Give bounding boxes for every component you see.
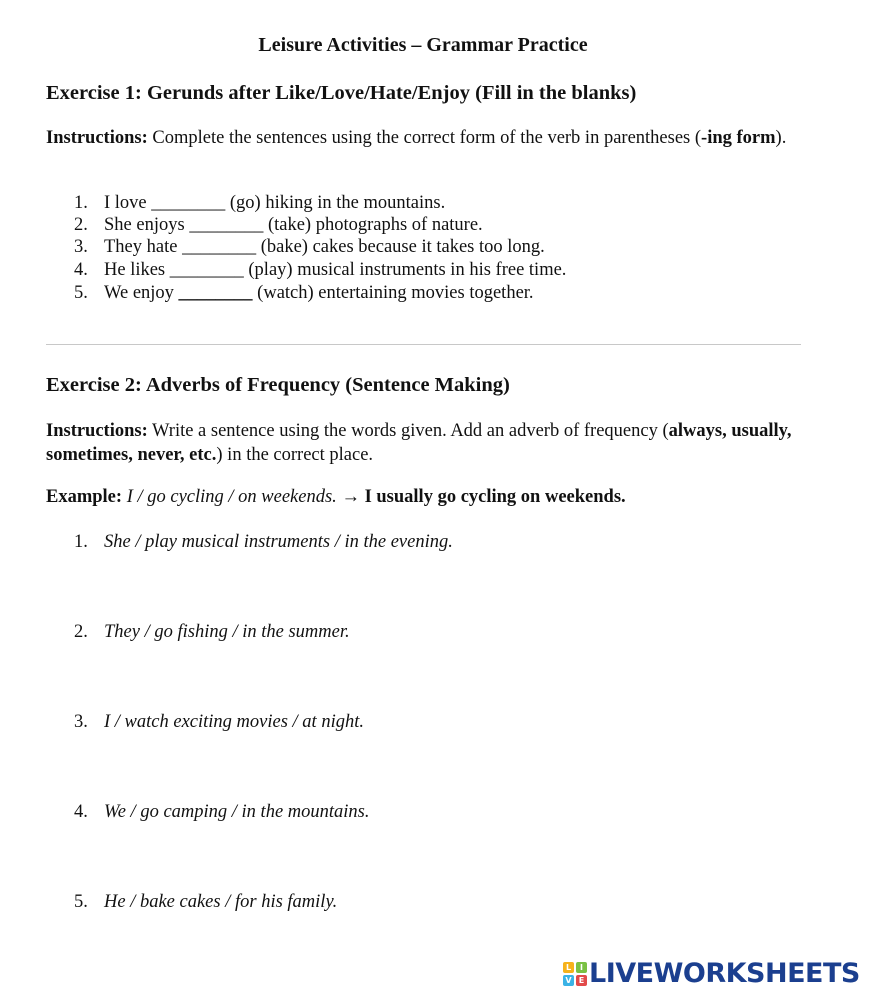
fill-blank[interactable]: ________ bbox=[151, 193, 226, 213]
exercise2-item[interactable] bbox=[74, 531, 453, 553]
item-text-after: (play) musical instruments in his free time. bbox=[243, 260, 567, 280]
item-text-after: (take) photographs of nature. bbox=[263, 215, 483, 235]
item-number: 2. bbox=[74, 215, 88, 235]
exercise2-instructions bbox=[46, 419, 806, 467]
section-divider bbox=[46, 344, 801, 345]
item-number: 2. bbox=[74, 622, 88, 642]
exercise1-item bbox=[74, 214, 483, 236]
exercise2-item[interactable] bbox=[74, 891, 337, 913]
item-text-before: We enjoy bbox=[104, 283, 179, 303]
fill-blank[interactable]: ________ bbox=[178, 283, 253, 303]
exercise1-instructions-text: Complete the sentences using the correct form of the verb in parentheses ( bbox=[147, 128, 702, 148]
example-prompt: I / go cycling / on weekends. bbox=[122, 487, 337, 507]
exercise1-heading: Exercise 1: Gerunds after Like/Love/Hate/Enjoy (Fill in the blanks) bbox=[46, 82, 637, 104]
logo-letter: I bbox=[576, 962, 587, 973]
exercise2-heading: Exercise 2: Adverbs of Frequency (Sentence Making) bbox=[46, 374, 510, 396]
item-text-after: (go) hiking in the mountains. bbox=[225, 193, 446, 213]
exercise1-item bbox=[74, 236, 545, 258]
exercise2-instructions-bold: always, usually, sometimes, never, etc. bbox=[46, 421, 792, 465]
exercise2-example bbox=[46, 486, 806, 508]
exercise2-instructions-end: ) in the correct place. bbox=[216, 445, 374, 465]
page-title: Leisure Activities – Grammar Practice bbox=[258, 34, 588, 56]
exercise1-instructions-end: ). bbox=[775, 128, 787, 148]
exercise2-item[interactable] bbox=[74, 711, 364, 733]
logo-letter: L bbox=[563, 962, 574, 973]
fill-blank[interactable]: ________ bbox=[169, 260, 244, 280]
exercise2-item[interactable] bbox=[74, 801, 370, 823]
exercise1-item bbox=[74, 259, 566, 281]
item-number: 5. bbox=[74, 283, 88, 303]
exercise2-instructions-text: Write a sentence using the words given. Add an adverb of frequency ( bbox=[147, 421, 669, 441]
exercise1-item bbox=[74, 282, 534, 304]
example-label: Example: bbox=[46, 487, 123, 507]
logo-letter: E bbox=[576, 975, 587, 986]
item-text-before: They hate bbox=[104, 237, 183, 257]
item-text-before: She enjoys bbox=[104, 215, 190, 235]
fill-blank[interactable]: ________ bbox=[189, 215, 264, 235]
exercise1-instructions-label: Instructions: bbox=[46, 128, 148, 148]
item-number: 3. bbox=[74, 712, 88, 732]
item-text-after: (bake) cakes because it takes too long. bbox=[256, 237, 545, 257]
item-prompt: He / bake cakes / for his family. bbox=[104, 892, 338, 912]
item-number: 4. bbox=[74, 260, 88, 280]
brand-name: LIVEWORKSHEETS bbox=[589, 958, 860, 989]
exercise1-instructions bbox=[46, 127, 806, 149]
logo-letter: V bbox=[563, 975, 574, 986]
example-arrow: → bbox=[336, 487, 365, 507]
item-prompt: I / watch exciting movies / at night. bbox=[104, 712, 364, 732]
liveworksheets-logo-icon bbox=[563, 962, 587, 986]
item-text-after: (watch) entertaining movies together. bbox=[252, 283, 534, 303]
item-prompt: We / go camping / in the mountains. bbox=[104, 802, 370, 822]
item-text-before: He likes bbox=[104, 260, 170, 280]
item-number: 1. bbox=[74, 193, 88, 213]
item-number: 5. bbox=[74, 892, 88, 912]
item-number: 4. bbox=[74, 802, 88, 822]
exercise2-item[interactable] bbox=[74, 621, 350, 643]
exercise1-instructions-bold: -ing form bbox=[701, 128, 776, 148]
example-answer: I usually go cycling on weekends. bbox=[364, 487, 626, 507]
item-prompt: They / go fishing / in the summer. bbox=[104, 622, 350, 642]
item-number: 1. bbox=[74, 532, 88, 552]
exercise2-instructions-label: Instructions: bbox=[46, 421, 148, 441]
fill-blank[interactable]: ________ bbox=[182, 237, 257, 257]
liveworksheets-logo bbox=[563, 958, 860, 990]
item-prompt: She / play musical instruments / in the evening. bbox=[104, 532, 453, 552]
item-text-before: I love bbox=[104, 193, 152, 213]
item-number: 3. bbox=[74, 237, 88, 257]
exercise1-item bbox=[74, 192, 445, 214]
